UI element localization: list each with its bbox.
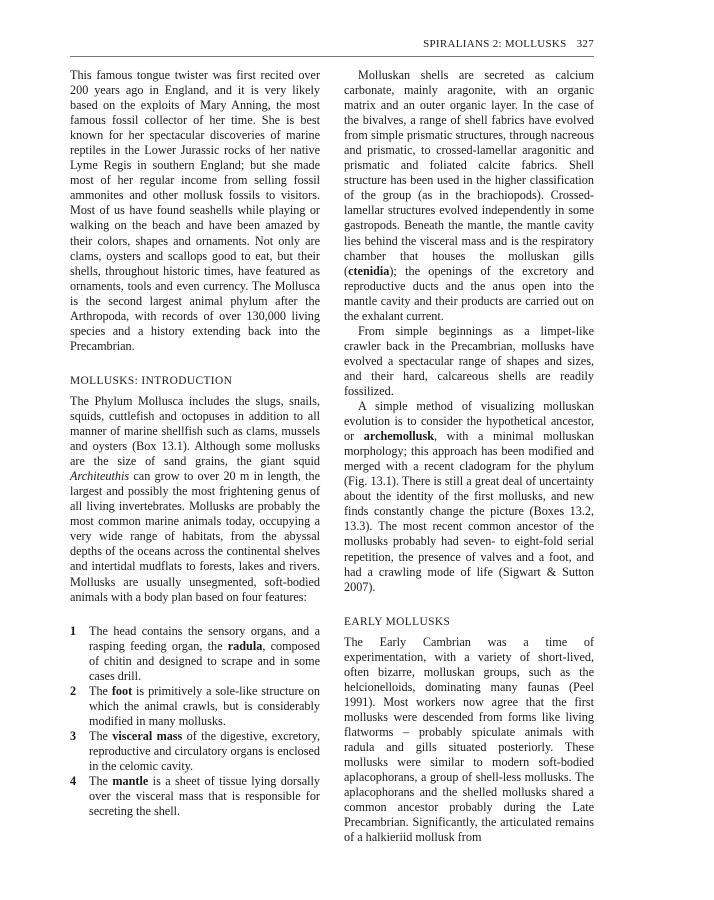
list-number: 2	[70, 683, 77, 698]
key-term: foot	[111, 683, 133, 698]
list-item	[70, 684, 320, 729]
beginnings-paragraph: From simple beginnings as a limpet-like crawler back in the Precambrian, mollusks have evolved a spectacular range of shapes and sizes, and their hard, calcareous shells are readily fossilized.	[344, 323, 594, 398]
list-item	[70, 774, 320, 819]
introduction-paragraph	[70, 394, 320, 605]
list-text-before: The	[89, 774, 113, 789]
archemollusk-text-after: , with a minimal molluskan morphology; this approach has been modified and merged with a recent cladogram for the phylum (Fig. 13.1). There is still a great deal of uncertainty about the identity of the first mollusks, and new finds constantly change the picture (Boxes 13.2, 13.3). The most recent common ancestor of the mollusks probably had seven- to eight-fold serial repetition, the presence of valves and a foot, and had a crawling mode of life (Sigwart & Sutton 2007).	[344, 429, 594, 594]
list-text-before: The	[89, 728, 113, 743]
list-text-before: The	[89, 683, 112, 698]
shell-text-before: Molluskan shells are secreted as calcium carbonate, mainly aragonite, with an organic matrix and an outer organic layer. In the case of the bivalves, a range of shell fabrics have evolved from simple prismatic structures, through nacreous and prismatic, to crossed-lamellar aragonitic and prismatic and foliated calcite fabrics. Shell structure has been used in the higher classification of the group (as in the brachiopods). Crossed-lamellar structures evolved independently in some gastropods. Beneath the mantle, the mantle cavity lies behind the visceral mass and is the respiratory chamber that houses the molluskan gills (	[344, 68, 594, 278]
key-term: visceral mass	[112, 728, 183, 743]
feature-list	[70, 624, 320, 820]
archemollusk-paragraph	[344, 399, 594, 595]
shell-text-after: ); the openings of the excretory and reproductive ducts and the anus open into the mantle cavity and their products are carried out on the exhalant current.	[344, 263, 594, 323]
running-header	[70, 38, 594, 57]
page-number: 327	[576, 38, 594, 50]
list-text-after: of the digestive, excretory, reproductive and circulatory organs is enclosed in the celomic cavity.	[89, 728, 320, 774]
list-text-after: is a sheet of tissue lying dorsally over the visceral mass that is responsible for secreting the shell.	[89, 774, 321, 819]
list-text-after: is primitively a sole-like structure on which the animal crawls, but is considerably modified in many mollusks.	[89, 683, 320, 728]
list-text-after: , composed of chitin and designed to scrape and in some cases drill.	[89, 638, 320, 683]
list-item	[70, 729, 320, 774]
section-heading-early-mollusks: EARLY MOLLUSKS	[344, 615, 451, 628]
key-term: mantle	[112, 774, 149, 789]
intro-text-after: can grow to over 20 m in length, the largest and possibly the most frightening genus of all living invertebrates. Mollusks are probably the most common marine animals today, occupying a very wide range of habitats, from the abyssal depths of the oceans across the continental shelves and intertidal mudflats to forests, lakes and rivers. Mollusks are usually unsegmented, soft-bodied animals with a body plan based on four features:	[70, 469, 320, 604]
archemollusk-text-before: A simple method of visualizing molluskan evolution is to consider the hypothetical ancestor, or	[344, 399, 594, 444]
key-term: ctenidia	[348, 263, 390, 278]
list-item	[70, 624, 320, 684]
list-number: 3	[70, 728, 77, 743]
early-mollusks-paragraph: The Early Cambrian was a time of experimentation, with a variety of short-lived, often bizarre, molluskan groups, such as the helcionelloids, dominating many faunas (Peel 1991). Most workers now agree that the first mollusks were descended from forms like living flatworms – probably spiculate animals with radula and gills situated posteriorly. These mollusks were similar to modern soft-bodied aplacophorans, a group of shell-less mollusks. The aplacophorans and the shelled mollusks shared a common ancestor probably during the Late Precambrian. Significantly, the articulated remains of a halkieriid mollusk from	[344, 634, 594, 845]
key-term: radula	[227, 638, 263, 653]
running-title: SPIRALIANS 2: MOLLUSKS	[423, 38, 567, 50]
right-column	[344, 68, 594, 845]
section-heading-introduction: MOLLUSKS: INTRODUCTION	[70, 374, 233, 387]
header-text	[423, 38, 594, 50]
left-column	[70, 68, 320, 819]
genus-name: Architeuthis	[70, 469, 130, 484]
shell-paragraph	[344, 68, 594, 324]
intro-paragraph: This famous tongue twister was first recited over 200 years ago in England, and it is very likely based on the exploits of Mary Anning, the most famous fossil collector of her time. She is best known for her spectacular discoveries of marine reptiles in the Lower Jurassic rocks of her native Lyme Regis in southern England; but she made most of her regular income from selling fossil ammonites and other mollusk fossils to visitors. Most of us have found seashells while playing or walking on the beach and have been amazed by their colors, shapes and ornaments. Not only are clams, oysters and scallops good to eat, but their shells, throughout historic times, have featured as ornaments, tools and even currency. The Mollusca is the second largest animal phylum after the Arthropoda, with records of over 130,000 living species and a history extending back into the Precambrian.	[70, 68, 320, 353]
intro-text-before: The Phylum Mollusca includes the slugs, snails, squids, cuttlefish and octopuses in addition to all manner of marine shellfish such as clams, mussels and oysters (Box 13.1). Although some mollusks are the size of sand grains, the giant squid	[70, 393, 320, 469]
list-number: 1	[70, 623, 77, 638]
list-number: 4	[70, 774, 77, 789]
key-term: archemollusk	[363, 429, 434, 444]
list-text-before: The head contains the sensory organs, and a rasping feeding organ, the	[89, 623, 320, 653]
